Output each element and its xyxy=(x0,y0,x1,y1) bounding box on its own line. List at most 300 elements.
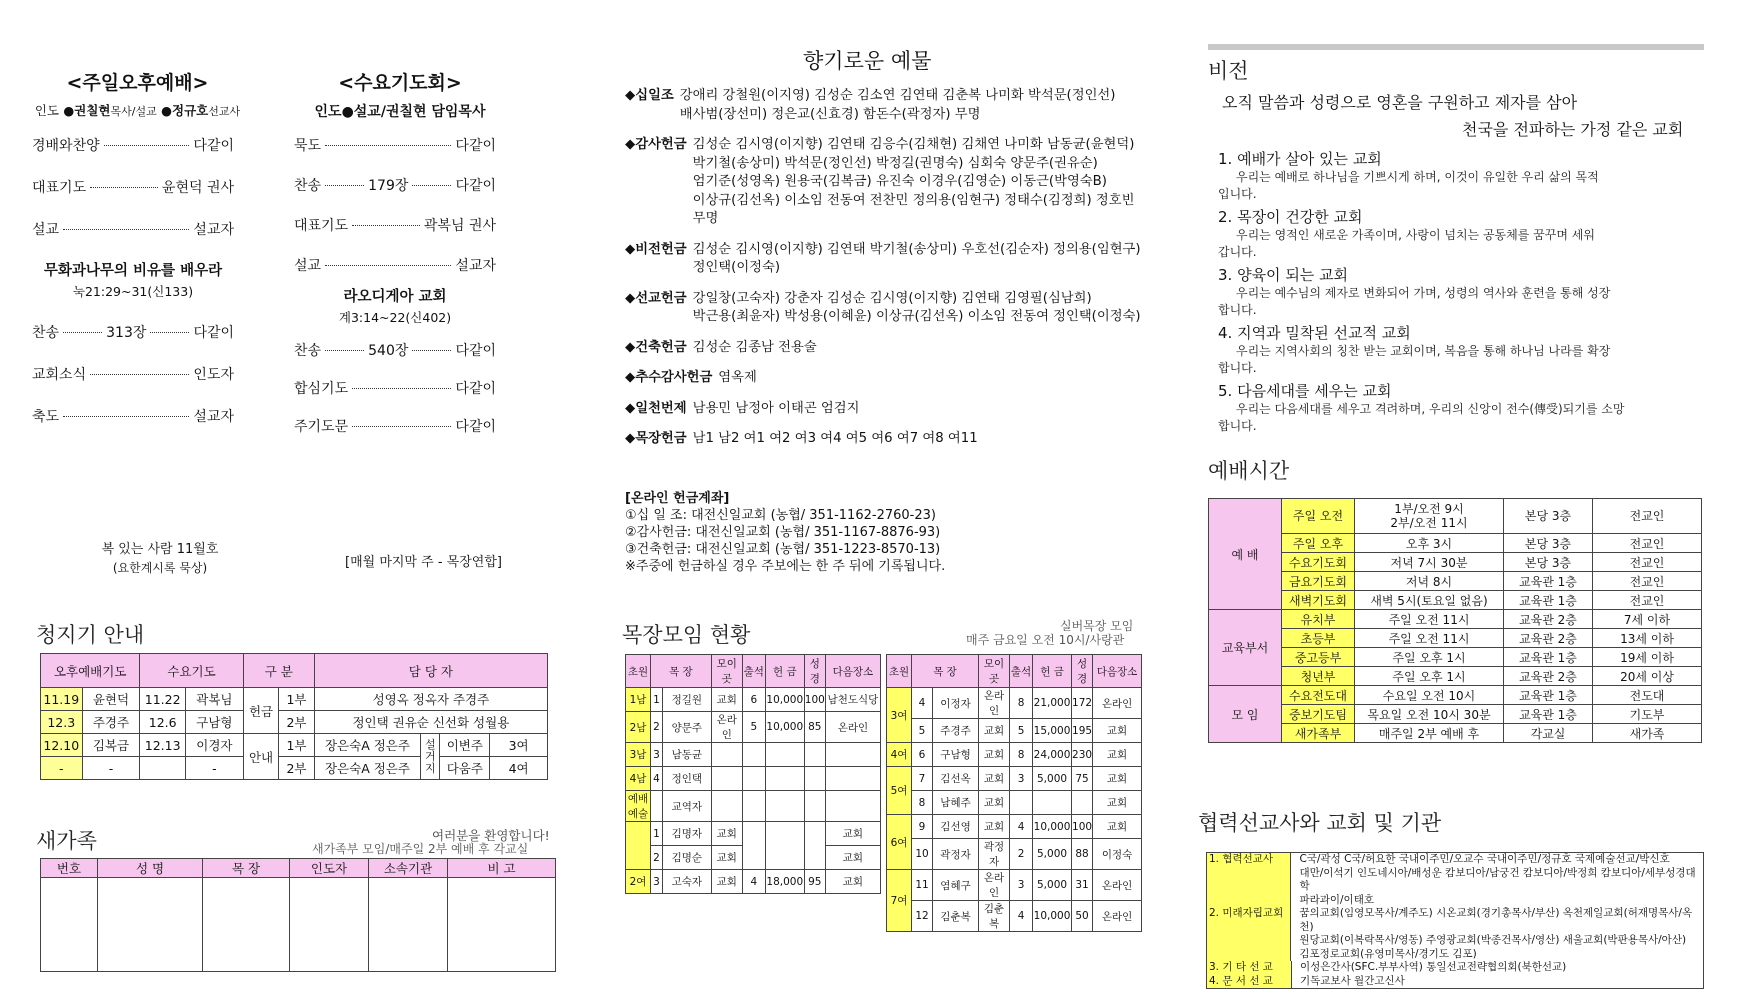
coop-line: 파라과이/이태호 xyxy=(1299,893,1374,906)
mokjang-next-cell: 교회 xyxy=(1093,815,1142,839)
empty-cell xyxy=(290,878,369,972)
coop-category: 2. 미래자립교회 xyxy=(1207,907,1291,961)
mokjang-att-cell xyxy=(1010,791,1033,815)
column-header: 성경 xyxy=(1072,655,1093,688)
mokjang-place-cell: 교회 xyxy=(711,822,742,846)
order-who: 설교자 xyxy=(193,222,234,238)
column-header: 모이곳 xyxy=(711,655,742,688)
vision-item xyxy=(1218,322,1698,377)
offering-item xyxy=(625,339,1145,358)
mokjang-bible-cell xyxy=(804,767,825,791)
column-header: 초원 xyxy=(887,655,912,688)
order-row xyxy=(294,255,496,275)
mokjang-c-cell: 1남 xyxy=(626,688,651,712)
order-item: 경배와찬양 xyxy=(32,138,100,154)
sermon-title: 무화과나무의 비유를 배우라 xyxy=(43,263,223,279)
newfamily-note: 새가족부 모임/매주일 2부 예배 후 각교실 xyxy=(312,842,529,856)
mokjang-att-cell: 4 xyxy=(742,870,765,894)
order-who: 곽복님 권사 xyxy=(423,218,496,234)
order-who: 설교자 xyxy=(193,409,234,425)
order-who: 설교자 xyxy=(455,258,496,274)
table-row xyxy=(41,878,556,972)
mokjang-next-cell: 교회 xyxy=(825,846,880,870)
table-row xyxy=(41,734,548,757)
mokjang-place-cell: 김춘복 xyxy=(979,901,1010,932)
mokjang-bible-cell: 31 xyxy=(1072,870,1093,901)
time-cell: 20세 이상 xyxy=(1593,667,1702,686)
mokjang-no-cell: 2 xyxy=(651,846,663,870)
mokjang-att-cell: 4 xyxy=(1010,901,1033,932)
coop-category: 1. 협력선교사 xyxy=(1207,853,1291,907)
time-cell: 전교인 xyxy=(1593,591,1702,610)
mokjang-place-cell: 온라인 xyxy=(979,870,1010,901)
mokjang-money-cell: 21,000 xyxy=(1033,688,1072,719)
time-cell: 본당 3층 xyxy=(1504,553,1593,572)
leader-name-2: 정규호 xyxy=(172,103,209,118)
offering-names-line: 강애리 강철원(이지영) 김성순 김소연 김연태 김춘복 나미화 박석문(정인선) xyxy=(679,88,1116,103)
coop-category: 3. 기 타 선 교 xyxy=(1207,961,1292,975)
mokjang-name-cell: 김선영 xyxy=(933,815,979,839)
order-who: 다같이 xyxy=(455,178,497,194)
time-cell: 저녁 8시 xyxy=(1355,572,1504,591)
time-cell: 교육관 2층 xyxy=(1504,667,1593,686)
mokjang-no-cell: 10 xyxy=(912,839,933,870)
mokjang-att-cell: 3 xyxy=(1010,767,1033,791)
mokjang-name-cell: 곽정자 xyxy=(933,839,979,870)
name-cell: 김복금 xyxy=(82,734,140,757)
time-cell: 새벽기도회 xyxy=(1282,591,1355,610)
coop-line: 대만/이석기 인도네시아/배성운 캄보디아/남궁건 캄보디아/박정희 캄보디아/세부성경대학 xyxy=(1299,866,1696,892)
coop-lines xyxy=(1291,853,1703,907)
table-header xyxy=(41,859,556,878)
order-item: 대표기도 xyxy=(294,218,349,234)
vision-top-bar xyxy=(1208,44,1704,50)
mokjang-place-cell: 교회 xyxy=(979,815,1010,839)
mokjang-next-cell: 교회 xyxy=(825,822,880,846)
name-cell: - xyxy=(185,757,243,780)
offering-names-line: 이상규(김선옥) 이소임 전동여 전찬민 정의용(임현구) 정태수(김정희) 정호빈 xyxy=(692,192,1135,208)
date-cell: 12.13 xyxy=(140,734,186,757)
mokjang-place-cell: 교회 xyxy=(711,870,742,894)
vision-list xyxy=(1218,148,1698,435)
time-cell: 목요일 오전 10시 30분 xyxy=(1355,705,1504,724)
time-cell: 중고등부 xyxy=(1282,648,1355,667)
table-row xyxy=(41,688,548,711)
table-row xyxy=(1209,686,1702,705)
offering-label: ◆십일조 xyxy=(625,88,674,103)
wed-prayer-order xyxy=(294,135,496,436)
mokjang-money-cell: 10,000 xyxy=(765,688,804,712)
mokjang-bible-cell: 172 xyxy=(1072,688,1093,719)
offering-names-line: 배사범(장선미) 정은교(신효경) 함돈수(곽정자) 무명 xyxy=(679,106,981,122)
time-cell: 초등부 xyxy=(1282,629,1355,648)
empty-cell xyxy=(369,878,448,972)
name-cell: 윤현덕 xyxy=(82,688,140,711)
order-row xyxy=(32,364,234,384)
time-cell: 전교인 xyxy=(1593,572,1702,591)
time-cell: 저녁 7시 30분 xyxy=(1355,553,1504,572)
offering-item xyxy=(625,87,1145,124)
time-cell: 교육관 2층 xyxy=(1504,610,1593,629)
coop-row xyxy=(1207,975,1703,989)
newfamily-table xyxy=(40,858,556,972)
offering-names xyxy=(680,87,1116,124)
table-row xyxy=(626,791,881,822)
offering-names xyxy=(693,241,1141,278)
worship-times-table xyxy=(1208,498,1702,743)
mokjang-next-cell: 남천도식당 xyxy=(825,688,880,712)
column-header: 헌 금 xyxy=(1033,655,1072,688)
mokjang-place-cell xyxy=(711,743,742,767)
time-cell: 전도대 xyxy=(1593,686,1702,705)
wed-prayer-leaders: 인도●설교/권칠현 담임목사 xyxy=(314,104,486,120)
column-header: 담 당 자 xyxy=(314,654,547,688)
vision-item-title: 1. 예배가 살아 있는 교회 xyxy=(1218,150,1382,168)
count-cell: 3여 xyxy=(490,734,548,757)
offering-item xyxy=(625,290,1145,327)
newfamily-welcome: 여러분을 환영합니다! xyxy=(432,828,550,843)
mokjang-no-cell: 9 xyxy=(912,815,933,839)
vision-item xyxy=(1218,264,1698,319)
mokjang-att-cell: 6 xyxy=(742,688,765,712)
part-cell: 2부 xyxy=(279,757,314,780)
mokjang-place-cell: 교회 xyxy=(711,688,742,712)
offering-names-line: 박근용(최윤자) 박성용(이혜윤) 이상규(김선옥) 이소임 전동여 정인택(이정숙) xyxy=(692,309,1141,324)
mokjang-money-cell: 10,000 xyxy=(765,712,804,743)
mokjang-att-cell: 2 xyxy=(1010,839,1033,870)
online-accounts xyxy=(625,490,945,575)
order-item: 묵도 xyxy=(294,138,322,154)
order-row xyxy=(294,340,496,360)
time-cell: 새가족부 xyxy=(1282,724,1355,743)
column-header: 목 장 xyxy=(203,859,290,878)
time-cell: 매주일 2부 예배 후 xyxy=(1355,724,1504,743)
mokjang-bible-cell: 100 xyxy=(804,688,825,712)
mokjang-no-cell: 6 xyxy=(912,743,933,767)
account-line: ③건축헌금: 대전신일교회 (농협/ 351-1223-8570-13) xyxy=(625,542,941,557)
mokjang-money-cell: 5,000 xyxy=(1033,839,1072,870)
mokjang-c-cell: 6여 xyxy=(887,815,912,870)
empty-cell xyxy=(41,878,98,972)
order-who: 다같이 xyxy=(455,138,496,154)
mokjang-bible-cell: 88 xyxy=(1072,839,1093,870)
vision-heading: 비전 xyxy=(1208,59,1249,83)
time-cell: 주일 오후 1시 xyxy=(1355,648,1504,667)
mokjang-att-cell: 8 xyxy=(1010,688,1033,719)
time-cell: 교육관 1층 xyxy=(1504,686,1593,705)
mokjang-bible-cell: 95 xyxy=(804,870,825,894)
dishwashing-cell: 설거지 xyxy=(421,734,440,780)
devotional-note xyxy=(60,540,260,578)
vision-item-desc: 우리는 예배로 하나님을 기쁘시게 하며, 이것이 유일한 우리 삶의 목적 xyxy=(1236,170,1599,184)
column-header: 비 고 xyxy=(448,859,556,878)
date-cell: 12.3 xyxy=(41,711,83,734)
mokjang-next-cell xyxy=(825,767,880,791)
table-row xyxy=(887,688,1142,719)
table-row xyxy=(1209,534,1702,553)
mokjang-att-cell: 8 xyxy=(1010,743,1033,767)
table-row xyxy=(1209,724,1702,743)
mokjang-bible-cell: 100 xyxy=(1072,815,1093,839)
empty-cell xyxy=(448,878,556,972)
time-cell: 19세 이하 xyxy=(1593,648,1702,667)
mokjang-place-cell: 교회 xyxy=(979,767,1010,791)
mokjang-next-cell: 온라인 xyxy=(825,712,880,743)
offering-label: ◆추수감사헌금 xyxy=(625,370,713,385)
mokjang-next-cell: 교회 xyxy=(1093,791,1142,815)
offering-names-line: 김성순 김시영(이지향) 김연태 김응수(김채현) 김채연 나미화 남동균(윤현덕) xyxy=(692,137,1135,152)
mokjang-table-right xyxy=(886,654,1142,932)
mokjang-heading: 목장모임 현황 xyxy=(622,623,751,647)
table-row xyxy=(887,719,1142,743)
hymn-number: 313장 xyxy=(106,325,147,341)
vision-item-desc: 우리는 예수님의 제자로 변화되어 가며, 성령의 역사와 훈련을 통해 성장 xyxy=(1236,286,1611,300)
mokjang-name-cell: 김명순 xyxy=(662,846,711,870)
mokjang-next-cell: 교회 xyxy=(1093,719,1142,743)
column-header: 수요기도 xyxy=(140,654,243,688)
offering-names-line: 강일창(고숙자) 강춘자 김성순 김시영(이지향) 김연태 김영필(심남희) xyxy=(692,290,1092,306)
table-row xyxy=(1209,705,1702,724)
mokjang-name-cell: 이정자 xyxy=(933,688,979,719)
mokjang-money-cell: 24,000 xyxy=(1033,743,1072,767)
column-header: 구 분 xyxy=(243,654,314,688)
offering-names-line: 남용민 남정아 이태곤 엄검지 xyxy=(692,400,860,416)
time-cell: 수요기도회 xyxy=(1282,553,1355,572)
mokjang-bible-cell: 195 xyxy=(1072,719,1093,743)
offering-names xyxy=(718,369,757,388)
mokjang-money-cell: 5,000 xyxy=(1033,870,1072,901)
offering-label: ◆건축헌금 xyxy=(625,339,687,355)
time-cell: 교육관 1층 xyxy=(1504,591,1593,610)
table-row xyxy=(1209,667,1702,686)
time-cell: 오후 3시 xyxy=(1355,534,1504,553)
column-header: 다음장소 xyxy=(1093,655,1142,688)
assignee-cell: 장은숙A 정은주 xyxy=(314,757,420,780)
time-cell: 전교인 xyxy=(1593,499,1702,534)
table-row xyxy=(887,901,1142,932)
assignee-cell: 이변주 xyxy=(440,734,490,757)
part-cell: 2부 xyxy=(279,711,314,734)
offering-item xyxy=(625,136,1145,229)
column-header: 모이곳 xyxy=(979,655,1010,688)
time-cell: 주일 오전 11시 xyxy=(1355,610,1504,629)
mokjang-no-cell: 3 xyxy=(651,743,663,767)
coop-line: 꿈의교회(임영모목사/계주도) 시온교회(경기총목사/부산) 옥천제일교회(허재명목사/옥천) xyxy=(1299,907,1693,933)
sunday-pm-service xyxy=(30,68,245,119)
order-item: 주기도문 xyxy=(294,419,349,435)
offering-names xyxy=(693,290,1141,327)
order-row xyxy=(32,219,234,239)
table-row xyxy=(887,815,1142,839)
order-row xyxy=(32,135,234,155)
order-row xyxy=(32,177,234,197)
coop-lines xyxy=(1292,961,1566,975)
mokjang-next-cell: 교회 xyxy=(825,870,880,894)
sermon-title: 라오디게아 교회 xyxy=(343,289,447,305)
coop-row xyxy=(1207,853,1703,907)
table-row xyxy=(1209,629,1702,648)
mokjang-name-cell: 양문주 xyxy=(662,712,711,743)
offering-names-line: 박기철(송상미) 박석문(정인선) 박정길(권명숙) 심회숙 양문주(권유순) xyxy=(692,155,1098,171)
coop-line: C국/곽성 C국/허요한 국내이주민/오교수 국내이주민/정규호 국제예술선교/박신호 xyxy=(1299,853,1670,865)
mokjang-place-cell xyxy=(711,767,742,791)
group-cell: 교육부서 xyxy=(1209,610,1282,686)
mokjang-place-cell: 온라인 xyxy=(711,712,742,743)
coop-lines xyxy=(1291,907,1703,961)
assignee-cell: 장은숙A 정은주 xyxy=(314,734,420,757)
vision-item-desc: 우리는 지역사회의 칭찬 받는 교회이며, 복음을 통해 하나님 나라를 확장 xyxy=(1236,344,1611,358)
mokjang-next-cell: 온라인 xyxy=(1093,901,1142,932)
mokjang-no-cell: 4 xyxy=(912,688,933,719)
order-row xyxy=(294,215,496,235)
mokjang-no-cell: 1 xyxy=(651,688,663,712)
leader-role-2: 선교사 xyxy=(208,105,241,118)
mokjang-note-2: 매주 금요일 오전 10시/사랑관 xyxy=(966,633,1125,647)
mokjang-bible-cell: 85 xyxy=(804,712,825,743)
coop-lines xyxy=(1292,975,1405,989)
time-cell: 수요일 오전 10시 xyxy=(1355,686,1504,705)
offering-names xyxy=(693,136,1135,229)
coop-line: 이성은간사(SFC.부부사역) 통일선교전략협의회(북한선교) xyxy=(1300,961,1567,973)
mokjang-next-cell xyxy=(825,743,880,767)
coop-row xyxy=(1207,961,1703,975)
column-header: 출석 xyxy=(1010,655,1033,688)
vision-item xyxy=(1218,148,1698,203)
vision-item-title: 2. 목장이 건강한 교회 xyxy=(1218,208,1363,226)
mokjang-money-cell xyxy=(765,791,804,822)
vision-statement-1: 오직 말씀과 성령으로 영혼을 구원하고 제자를 삼아 xyxy=(1222,93,1578,112)
time-cell: 수요전도대 xyxy=(1282,686,1355,705)
table-row xyxy=(887,743,1142,767)
coop-box xyxy=(1206,852,1704,989)
table-row xyxy=(626,712,881,743)
order-item: 찬송 xyxy=(294,178,322,194)
vision-item xyxy=(1218,206,1698,261)
times-heading: 예배시간 xyxy=(1208,459,1290,483)
offering-list xyxy=(625,87,1145,449)
mokjang-c-cell: 예배예술 xyxy=(626,791,651,822)
column-header: 다음장소 xyxy=(825,655,880,688)
table-row xyxy=(1209,648,1702,667)
column-header: 오후예배기도 xyxy=(41,654,140,688)
vision-item-desc-cont: 입니다. xyxy=(1218,187,1257,201)
time-cell: 새벽 5시(토요일 없음) xyxy=(1355,591,1504,610)
table-header xyxy=(41,654,548,688)
mokjang-name-cell: 구남형 xyxy=(933,743,979,767)
mokjang-att-cell xyxy=(742,791,765,822)
account-line: ①십 일 조: 대전신일교회 (농협/ 351-1162-2760-23) xyxy=(625,508,936,523)
mokjang-name-cell: 남동균 xyxy=(662,743,711,767)
name-cell: 주경주 xyxy=(82,711,140,734)
table-row xyxy=(1209,553,1702,572)
mokjang-next-cell: 온라인 xyxy=(1093,688,1142,719)
mokjang-money-cell xyxy=(1033,791,1072,815)
mokjang-money-cell xyxy=(765,822,804,870)
assignee-cell: 정인택 권유순 신선화 성월용 xyxy=(314,711,547,734)
mokjang-money-cell: 10,000 xyxy=(1033,901,1072,932)
mokjang-att-cell xyxy=(742,743,765,767)
time-cell: 7세 이하 xyxy=(1593,610,1702,629)
mokjang-c-cell: 4남 xyxy=(626,767,651,791)
offering-label: ◆선교헌금 xyxy=(625,290,687,306)
offering-names-line: 무명 xyxy=(692,211,719,226)
offering-item xyxy=(625,430,1145,449)
mokjang-next-cell: 이정숙 xyxy=(1093,839,1142,870)
mokjang-att-cell: 3 xyxy=(1010,870,1033,901)
category-cell: 안내 xyxy=(243,734,278,780)
table-row xyxy=(626,822,881,846)
order-item: 대표기도 xyxy=(32,180,87,196)
time-cell: 새가족 xyxy=(1593,724,1702,743)
time-cell: 주일 오전 11시 xyxy=(1355,629,1504,648)
column-header: 목 장 xyxy=(912,655,979,688)
category-cell: 헌금 xyxy=(243,688,278,734)
mokjang-c-cell: 3남 xyxy=(626,743,651,767)
assignee-cell: 다움주 xyxy=(440,757,490,780)
offering-item xyxy=(625,369,1145,388)
table-row xyxy=(1209,499,1702,534)
table-row xyxy=(887,767,1142,791)
offering-names-line: 엄기준(성영옥) 원용국(김복금) 유진숙 이경우(김영순) 이동근(박영숙B) xyxy=(692,174,1107,189)
order-row xyxy=(294,416,496,436)
mokjang-next-cell: 교회 xyxy=(1093,743,1142,767)
count-cell: 4여 xyxy=(490,757,548,780)
table-row xyxy=(887,791,1142,815)
table-row xyxy=(1209,591,1702,610)
vision-item-desc: 우리는 다음세대를 세우고 격려하며, 우리의 신앙이 전수(傳受)되기를 소망 xyxy=(1236,402,1625,416)
offering-names-line: 정인택(이정숙) xyxy=(692,260,781,275)
mokjang-no-cell: 4 xyxy=(651,767,663,791)
table-row xyxy=(41,757,548,780)
wed-prayer-service xyxy=(290,68,510,121)
mokjang-name-cell: 염혜구 xyxy=(933,870,979,901)
vision-item-desc-cont: 합니다. xyxy=(1218,419,1257,433)
offering-label: ◆일천번제 xyxy=(625,400,687,416)
hymn-number: 540장 xyxy=(368,343,409,359)
time-cell: 금요기도회 xyxy=(1282,572,1355,591)
offering-heading: 향기로운 예물 xyxy=(803,49,932,73)
date-cell: - xyxy=(41,757,83,780)
vision-statement-2: 천국을 전파하는 가정 같은 교회 xyxy=(1462,120,1684,139)
offering-label: ◆비전헌금 xyxy=(625,241,687,257)
mokjang-no-cell: 3 xyxy=(651,870,663,894)
order-item: 축도 xyxy=(32,409,60,425)
mokjang-next-cell: 교회 xyxy=(1093,767,1142,791)
order-who: 다같이 xyxy=(455,381,496,397)
time-cell: 중보기도팀 xyxy=(1282,705,1355,724)
name-cell: - xyxy=(82,757,140,780)
time-cell: 1부/오전 9시 2부/오전 11시 xyxy=(1355,499,1504,534)
mokjang-c-cell: 2남 xyxy=(626,712,651,743)
mokjang-name-cell: 김춘복 xyxy=(933,901,979,932)
coop-row xyxy=(1207,907,1703,961)
sunday-pm-leaders: 인도 ●권칠현목사/설교 ●정규호선교사 xyxy=(34,103,241,118)
mokjang-c-cell: 4여 xyxy=(887,743,912,767)
column-header: 인도자 xyxy=(290,859,369,878)
table-row xyxy=(1209,572,1702,591)
account-line: ※주중에 헌금하실 경우 주보에는 한 주 뒤에 기록됩니다. xyxy=(625,559,946,574)
time-cell: 교육관 1층 xyxy=(1504,572,1593,591)
mokjang-money-cell: 5,000 xyxy=(1033,767,1072,791)
mokjang-money-cell xyxy=(765,767,804,791)
mokjang-table-left xyxy=(625,654,881,894)
vision-item-title: 3. 양육이 되는 교회 xyxy=(1218,266,1349,284)
order-who: 윤현덕 권사 xyxy=(161,180,234,196)
time-cell: 본당 3층 xyxy=(1504,534,1593,553)
mokjang-att-cell xyxy=(742,822,765,870)
time-cell: 각교실 xyxy=(1504,724,1593,743)
mokjang-bible-cell xyxy=(1072,791,1093,815)
